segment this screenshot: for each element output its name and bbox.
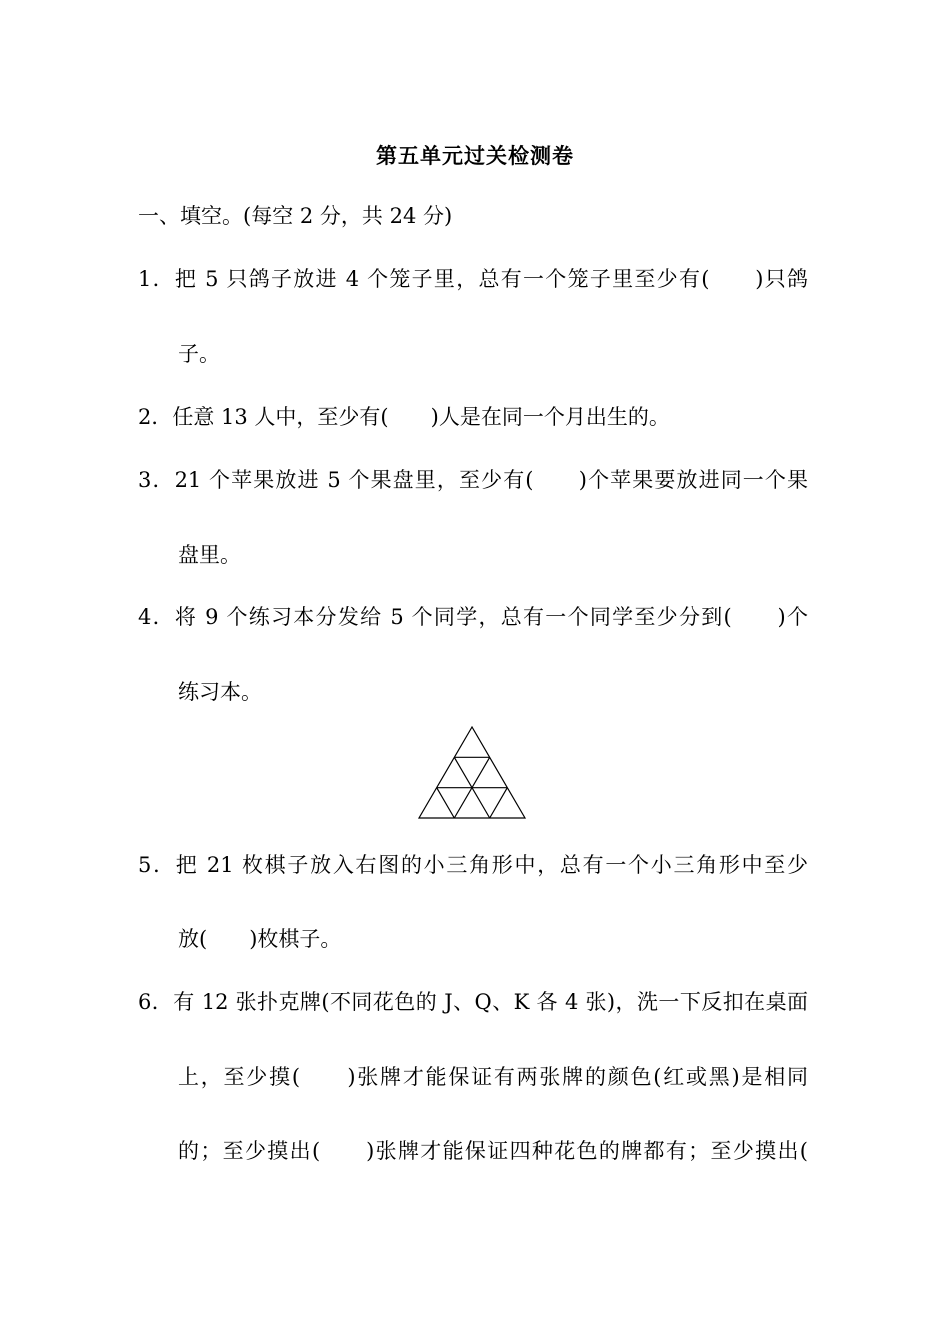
question-4-line-1: 4．将 9 个练习本分发给 5 个同学，总有一个同学至少分到( )个 [138,605,808,629]
question-2-line-1: 2．任意 13 人中，至少有( )人是在同一个月出生的。 [138,405,670,429]
question-1-line-2: 子。 [178,342,220,366]
question-4-line-2: 练习本。 [178,680,262,704]
question-6-line-2: 上，至少摸( )张牌才能保证有两张牌的颜色(红或黑)是相同 [178,1065,808,1089]
question-3-line-2: 盘里。 [178,543,241,567]
section-heading: 一、填空。(每空 2 分，共 24 分) [138,204,453,228]
grid-line-diagonal-4 [490,788,508,818]
question-5-line-1: 5．把 21 枚棋子放入右图的小三角形中，总有一个小三角形中至少 [138,853,808,877]
question-1-line-1: 1．把 5 只鸽子放进 4 个笼子里，总有一个笼子里至少有( )只鸽 [138,267,808,291]
page-title: 第五单元过关检测卷 [376,143,574,168]
question-6-line-3: 的；至少摸出( )张牌才能保证四种花色的牌都有；至少摸出( [178,1139,808,1163]
triangle-grid-figure [417,726,527,820]
question-6-line-1: 6．有 12 张扑克牌(不同花色的 J、Q、K 各 4 张)，洗一下反扣在桌面 [138,990,808,1014]
grid-line-diagonal-2 [437,788,455,818]
outer-triangle [419,727,525,818]
question-5-line-2: 放( )枚棋子。 [178,927,342,951]
question-3-line-1: 3．21 个苹果放进 5 个果盘里，至少有( )个苹果要放进同一个果 [138,468,808,492]
